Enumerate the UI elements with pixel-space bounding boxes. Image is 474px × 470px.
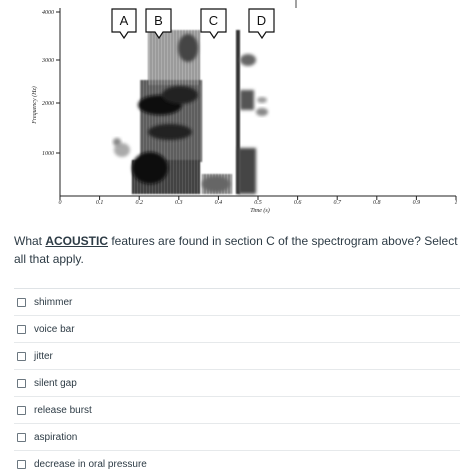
x-axis-label: Time (s) (250, 208, 270, 214)
checkbox[interactable] (17, 433, 26, 442)
ytick-label: 4000 (42, 10, 54, 16)
option-release-burst[interactable] (14, 397, 460, 424)
option-aspiration[interactable] (14, 424, 460, 451)
callout-d-label: D (256, 13, 267, 28)
checkbox[interactable] (17, 406, 26, 415)
checkbox[interactable] (17, 460, 26, 469)
question-text (14, 232, 460, 268)
xtick-label: 0.6 (293, 200, 302, 206)
xtick-label: 0.9 (412, 200, 421, 206)
ytick-label: 2000 (42, 101, 54, 107)
option-decrease-in-oral-pressure[interactable] (14, 451, 460, 470)
callout-a-label: A (119, 13, 129, 28)
option-label: decrease in oral pressure (34, 459, 147, 470)
option-label: aspiration (34, 431, 78, 443)
callout-a (112, 9, 136, 38)
y-axis-label: Frequency (Hz) (32, 86, 38, 124)
spectrogram-energy (113, 30, 268, 194)
callout-c (201, 9, 226, 38)
spectrogram-figure (0, 0, 474, 222)
callout-d (249, 9, 274, 38)
option-label: jitter (34, 350, 53, 362)
callout-c-label: C (208, 13, 219, 28)
ytick-label: 3000 (42, 58, 54, 64)
xtick-label: 0 (58, 200, 62, 206)
checkbox[interactable] (17, 379, 26, 388)
xtick-label: 0.3 (175, 200, 183, 206)
xtick-label: 1 (454, 200, 458, 206)
option-shimmer[interactable] (14, 289, 460, 316)
option-label: shimmer (34, 296, 73, 308)
xtick-label: 0.4 (214, 200, 223, 206)
xtick-label: 0.5 (254, 200, 262, 206)
xtick-label: 0.8 (373, 200, 381, 206)
callout-b-label: B (154, 13, 163, 28)
xtick-label: 0.2 (135, 200, 143, 206)
xtick-label: 0.7 (333, 200, 341, 206)
xtick-label: 0.1 (95, 200, 104, 206)
option-voice-bar[interactable] (14, 316, 460, 343)
option-label: release burst (34, 404, 92, 416)
option-label: voice bar (34, 323, 75, 335)
checkbox[interactable] (17, 352, 26, 361)
option-label: silent gap (34, 377, 77, 389)
option-silent-gap[interactable] (14, 370, 460, 397)
question-prefix: What (14, 234, 46, 248)
question-suffix: features are found in section C of the spectrogram above? Select all that apply. (14, 234, 458, 266)
ytick-label: 1000 (42, 151, 54, 157)
spectrogram-svg (0, 0, 474, 222)
option-jitter[interactable] (14, 343, 460, 370)
checkbox[interactable] (17, 325, 26, 334)
checkbox[interactable] (17, 298, 26, 307)
question-keyword: ACOUSTIC (45, 234, 109, 248)
